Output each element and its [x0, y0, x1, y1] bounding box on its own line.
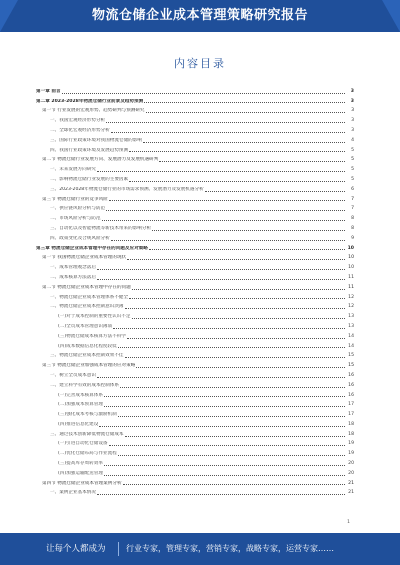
toc-entry[interactable] [36, 271, 354, 281]
toc-entry-page: 15 [348, 363, 354, 369]
toc-entry-label: (二)全员成本管理意识薄弱 [58, 323, 113, 329]
toc-dot-leader [120, 387, 345, 388]
toc-entry[interactable] [36, 418, 354, 428]
toc-entry-label: 第三节 物流仓储企业加强成本管理的应对策略 [42, 363, 136, 369]
toc-dot-leader [97, 494, 345, 495]
toc-entry-page: 7 [351, 206, 354, 212]
toc-entry-label: (三)提高库存周转效率 [58, 461, 103, 467]
toc-entry-page: 6 [351, 186, 354, 192]
toc-entry-label: 一、我国宏观经济形势分析 [50, 118, 106, 124]
toc-entry-label: 二、影响物流仓储行业发展的主要因素 [50, 176, 129, 182]
table-of-contents [36, 85, 354, 496]
toc-entry-label: (二)优化仓储布局与作业流程 [58, 451, 117, 457]
toc-entry-label: 四、政策变化及合规风险分析 [50, 235, 110, 241]
toc-entry[interactable] [36, 330, 354, 340]
toc-entry-page: 10 [348, 265, 354, 271]
toc-dot-leader [127, 338, 345, 339]
toc-entry-page: 16 [348, 392, 354, 398]
toc-entry-page: 5 [351, 167, 354, 173]
toc-entry-page: 9 [351, 235, 354, 241]
toc-dot-leader [132, 318, 346, 319]
toc-entry-page: 15 [348, 353, 354, 359]
toc-dot-leader [205, 191, 345, 192]
toc-entry-page: 19 [348, 441, 354, 447]
toc-entry-label: (一)完善成本核算体系 [58, 392, 103, 398]
toc-entry[interactable] [36, 163, 354, 173]
toc-dot-leader [62, 93, 345, 94]
toc-entry[interactable] [36, 428, 354, 438]
footer-expert-list: 行业专家，管理专家，营销专家，战略专家，运营专家…… [126, 544, 334, 553]
toc-entry[interactable] [36, 359, 354, 369]
toc-entry-label: 第二节 物流仓储企业成本管理中存在的问题 [42, 284, 131, 290]
toc-entry-page: 7 [351, 196, 354, 202]
toc-entry-page: 8 [351, 216, 354, 222]
toc-entry-label: (二)加强成本预算管理 [58, 402, 103, 408]
toc-dot-leader [106, 210, 345, 211]
toc-entry[interactable] [36, 457, 354, 467]
toc-entry[interactable] [36, 212, 354, 222]
toc-dot-leader [118, 455, 345, 456]
toc-dot-leader [132, 289, 345, 290]
toc-entry-page: 5 [351, 147, 354, 153]
toc-entry-label: 三、自动化以及智能物流等新技术带来的影响分析 [50, 225, 152, 231]
toc-entry[interactable] [36, 399, 354, 409]
toc-entry-page: 18 [348, 431, 354, 437]
toc-entry-label: (四)加强运输配送管理 [58, 470, 103, 476]
toc-entry[interactable] [36, 252, 354, 262]
toc-entry-page: 16 [348, 372, 354, 378]
toc-entry-page: 5 [351, 157, 354, 163]
report-title: 物流仓储企业成本管理策略研究报告 [91, 8, 308, 23]
toc-entry-label: 第二章 2023-2028年物流仓储行业前景及趋势预测 [36, 98, 144, 104]
toc-entry[interactable] [36, 134, 354, 144]
toc-entry[interactable] [36, 173, 354, 183]
toc-entry-label: (三)强化成本考核与激励机制 [58, 412, 117, 418]
toc-entry-page: 17 [348, 402, 354, 408]
toc-entry[interactable] [36, 310, 354, 320]
toc-entry-label: 三、国际行业政策环境对我国物流仓储的影响 [50, 137, 142, 143]
toc-entry-label: 一、案例企业基本情况 [50, 490, 96, 496]
toc-entry[interactable] [36, 350, 354, 360]
toc-entry-label: 一、供应链风险分析与防范 [50, 206, 106, 212]
toc-entry-page: 13 [348, 323, 354, 329]
toc-dot-leader [97, 171, 345, 172]
toc-entry[interactable] [36, 85, 354, 95]
toc-heading: 内容目录 [174, 57, 226, 70]
toc-entry[interactable] [36, 154, 354, 164]
toc-dot-leader [97, 377, 345, 378]
toc-entry[interactable] [36, 477, 354, 487]
toc-dot-leader [144, 102, 345, 103]
page-number: 1 [347, 520, 350, 525]
toc-dot-leader [125, 308, 345, 309]
toc-entry[interactable] [36, 369, 354, 379]
toc-entry-label: (四)成本数据信息化程度较低 [58, 343, 117, 349]
toc-dot-leader [136, 367, 345, 368]
toc-entry-page: 10 [348, 255, 354, 261]
toc-entry-label: 二、全球化宏观经济形势分析 [50, 127, 110, 133]
toc-entry-page: 3 [350, 88, 354, 94]
toc-dot-leader [118, 347, 345, 348]
toc-entry-page: 17 [348, 412, 354, 418]
toc-dot-leader [152, 230, 345, 231]
toc-entry-label: 三、2023-2028年物流仓储行业的市场需求预测、发展潜力及发展机遇分析 [50, 186, 204, 192]
toc-entry-label: 二、市场风险分析与防范 [50, 216, 101, 222]
toc-entry-label: 一、物流仓储企业成本管理体系不健全 [50, 294, 129, 300]
toc-entry-label: 第一节 行业发展的宏观形势、趋势研判与预测研究 [42, 108, 145, 114]
toc-dot-leader [125, 436, 345, 437]
toc-entry-label: (一)对于成本控制的重要性认识不足 [58, 314, 131, 320]
toc-entry-label: (一)引进自动化仓储设备 [58, 441, 108, 447]
toc-dot-leader [97, 269, 345, 270]
toc-dot-leader [129, 298, 345, 299]
toc-entry-label: 第二节 物流仓储行业发展方向、发展潜力及发展机遇研判 [42, 157, 159, 163]
toc-dot-leader [127, 259, 345, 260]
toc-dot-leader [99, 426, 345, 427]
toc-entry[interactable] [36, 114, 354, 124]
toc-dot-leader [106, 122, 345, 123]
toc-dot-leader [109, 200, 345, 201]
toc-entry-page: 4 [351, 137, 354, 143]
toc-entry-label: 第一章 前言 [36, 88, 61, 94]
toc-dot-leader [104, 465, 345, 466]
toc-entry-label: 一、树立全员成本意识 [50, 372, 96, 378]
toc-entry[interactable] [36, 242, 354, 252]
toc-entry[interactable] [36, 144, 354, 154]
toc-dot-leader [123, 484, 345, 485]
toc-dot-leader [104, 475, 345, 476]
toc-entry[interactable] [36, 438, 354, 448]
toc-dot-leader [118, 416, 345, 417]
toc-entry-page: 13 [348, 314, 354, 320]
toc-dot-leader [149, 249, 345, 250]
toc-dot-leader [129, 151, 345, 152]
toc-entry[interactable] [36, 447, 354, 457]
toc-dot-leader [143, 142, 345, 143]
toc-dot-leader [113, 328, 345, 329]
toc-entry[interactable] [36, 301, 354, 311]
toc-entry-page: 3 [351, 127, 354, 133]
toc-dot-leader [146, 112, 345, 113]
toc-entry-page: 16 [348, 382, 354, 388]
toc-entry-page: 11 [348, 274, 354, 280]
toc-entry-label: 第三章 物流仓储企业成本管理中存在的问题及应对策略 [36, 245, 148, 251]
footer-banner [0, 533, 400, 565]
toc-entry-label: 二、建立科学有效的成本控制体系 [50, 382, 119, 388]
toc-dot-leader [97, 279, 345, 280]
toc-entry-page: 21 [348, 490, 354, 496]
toc-entry[interactable] [36, 203, 354, 213]
toc-entry-page: 3 [351, 118, 354, 124]
toc-entry-page: 14 [348, 333, 354, 339]
toc-entry-label: 一、成本管理观念落后 [50, 265, 96, 271]
toc-entry-page: 10 [347, 245, 354, 251]
toc-entry-page: 21 [348, 480, 354, 486]
toc-entry-page: 3 [351, 108, 354, 114]
footer-slogan: 让每个人都成为 [46, 544, 106, 554]
toc-entry[interactable] [36, 183, 354, 193]
toc-dot-leader [102, 220, 345, 221]
toc-dot-leader [104, 396, 345, 397]
toc-entry-label: 四、我国行业政策环境及发展趋势预测 [50, 147, 129, 153]
toc-entry[interactable] [36, 95, 354, 105]
toc-entry-label: 二、物流仓储企业成本控制意识淡薄 [50, 304, 124, 310]
toc-entry-page: 20 [348, 461, 354, 467]
toc-dot-leader [159, 161, 345, 162]
toc-entry-label: 二、成本核算方法落后 [50, 274, 96, 280]
toc-entry[interactable] [36, 408, 354, 418]
toc-entry-label: 一、未来发展方向研究 [50, 167, 96, 173]
toc-entry[interactable] [36, 281, 354, 291]
toc-entry-page: 11 [348, 284, 354, 290]
toc-entry[interactable] [36, 232, 354, 242]
toc-entry[interactable] [36, 379, 354, 389]
toc-entry-page: 12 [348, 294, 354, 300]
toc-entry[interactable] [36, 105, 354, 115]
toc-entry-label: 第四节 物流仓储企业成本管理案例分析 [42, 480, 122, 486]
toc-entry-page: 3 [350, 98, 354, 104]
toc-entry[interactable] [36, 261, 354, 271]
toc-entry[interactable] [36, 124, 354, 134]
toc-entry-label: 三、通过技术创新降低物流仓储成本 [50, 431, 124, 437]
toc-entry-label: (四)推进信息化建设 [58, 421, 99, 427]
toc-dot-leader [111, 240, 345, 241]
toc-entry[interactable] [36, 467, 354, 477]
toc-entry-label: 第一节 我国物流仓储企业成本管理的现状 [42, 255, 127, 261]
toc-entry[interactable] [36, 291, 354, 301]
toc-entry-label: 第三节 物流仓储行业的竞争风险 [42, 196, 108, 202]
toc-entry-page: 12 [348, 304, 354, 310]
toc-dot-leader [109, 445, 345, 446]
toc-dot-leader [104, 406, 345, 407]
toc-entry-page: 14 [348, 343, 354, 349]
toc-entry[interactable] [36, 193, 354, 203]
toc-entry-page: 8 [351, 225, 354, 231]
toc-entry-page: 18 [348, 421, 354, 427]
toc-entry-page: 5 [351, 176, 354, 182]
toc-entry-label: (三)物流仓储成本核算方法不科学 [58, 333, 126, 339]
toc-entry[interactable] [36, 487, 354, 497]
header-banner [0, 0, 400, 32]
toc-dot-leader [125, 357, 345, 358]
toc-entry[interactable] [36, 340, 354, 350]
toc-entry-page: 19 [348, 451, 354, 457]
toc-entry[interactable] [36, 222, 354, 232]
toc-entry-page: 20 [348, 470, 354, 476]
footer-divider [118, 542, 119, 556]
toc-dot-leader [111, 132, 345, 133]
toc-entry-label: 三、物流仓储企业成本控制效果不佳 [50, 353, 124, 359]
toc-dot-leader [129, 181, 345, 182]
toc-entry[interactable] [36, 320, 354, 330]
toc-entry[interactable] [36, 389, 354, 399]
